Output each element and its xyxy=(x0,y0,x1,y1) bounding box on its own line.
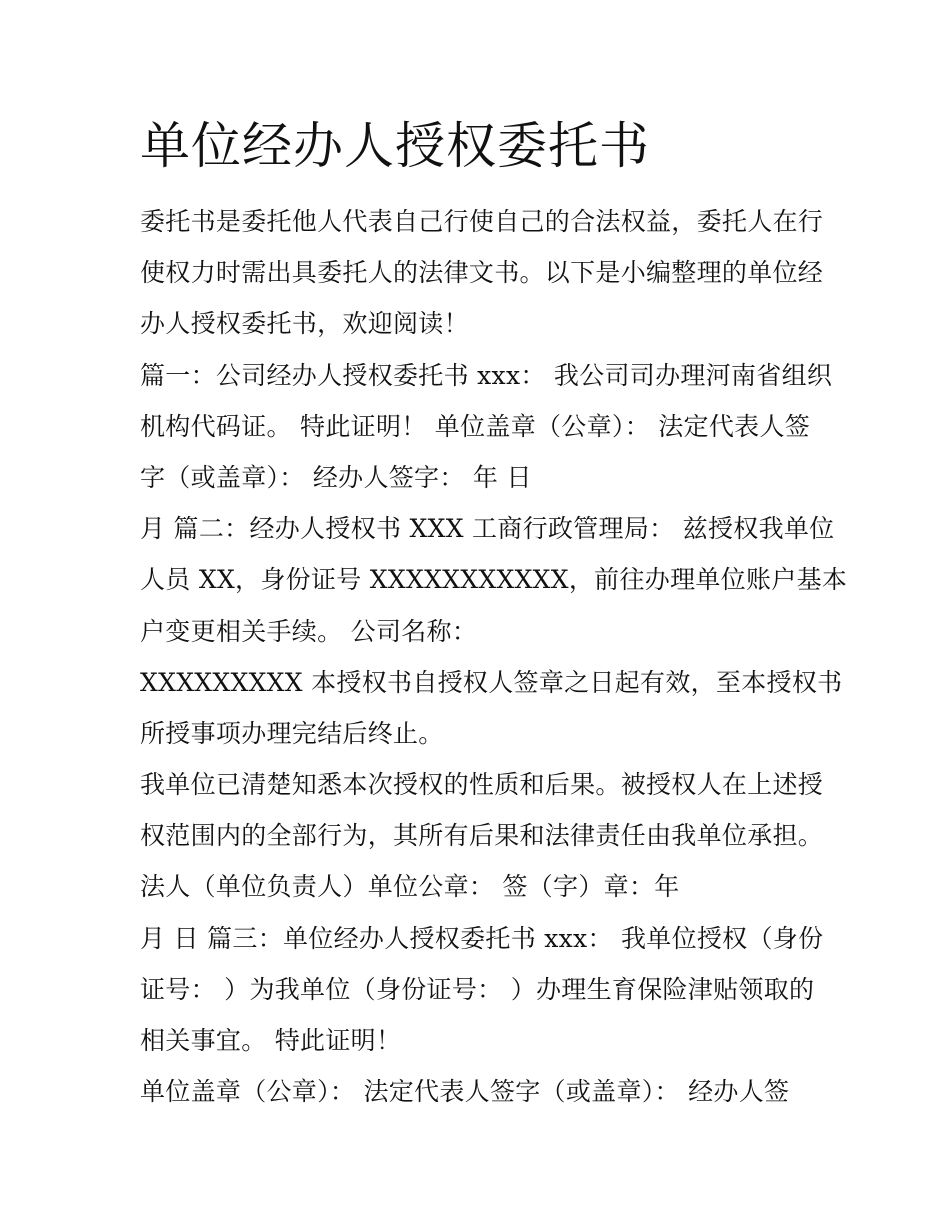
document-title: 单位经办人授权委托书 xyxy=(140,117,650,175)
body-line: 使权力时需出具委托人的法律文书。以下是小编整理的单位经 xyxy=(140,258,824,288)
body-line: 委托书是委托他人代表自己行使自己的合法权益，委托人在行 xyxy=(140,207,824,236)
body-line: 权范围内的全部行为，其所有后果和法律责任由我单位承担。 xyxy=(140,821,824,851)
body-line: 字（或盖章）： 经办人签字： 年 日 xyxy=(140,462,532,492)
body-line: 月 日 篇三：单位经办人授权委托书 xxx： 我单位授权（身份 xyxy=(140,923,824,953)
body-line: 户变更相关手续。 公司名称： xyxy=(140,616,478,646)
body-line: 我单位已清楚知悉本次授权的性质和后果。被授权人在上述授 xyxy=(140,770,824,800)
body-line: 办人授权委托书，欢迎阅读！ xyxy=(140,309,469,339)
body-line: 所授事项办理完结后终止。 xyxy=(140,718,444,748)
body-line: 证号： ）为我单位（身份证号： ）办理生育保险津贴领取的 xyxy=(140,974,815,1004)
body-line: 月 篇二：经办人授权书 XXX 工商行政管理局： 兹授权我单位 xyxy=(140,514,835,544)
body-line: 机构代码证。 特此证明！ 单位盖章（公章）： 法定代表人签 xyxy=(140,411,811,441)
body-line: 法人（单位负责人）单位公章： 签（字）章：年 xyxy=(140,872,680,902)
body-line: 篇一：公司经办人授权委托书 xxx： 我公司司办理河南省组织 xyxy=(140,360,833,390)
body-line: 单位盖章（公章）： 法定代表人签字（或盖章）： 经办人签 xyxy=(140,1077,790,1107)
body-line: 人员 XX，身份证号 XXXXXXXXXXX，前往办理单位账户基本 xyxy=(140,565,848,595)
body-line: 相关事宜。 特此证明！ xyxy=(140,1026,402,1055)
body-line: XXXXXXXXX 本授权书自授权人签章之日起有效，至本授权书 xyxy=(140,667,843,697)
document-body xyxy=(140,196,848,1117)
